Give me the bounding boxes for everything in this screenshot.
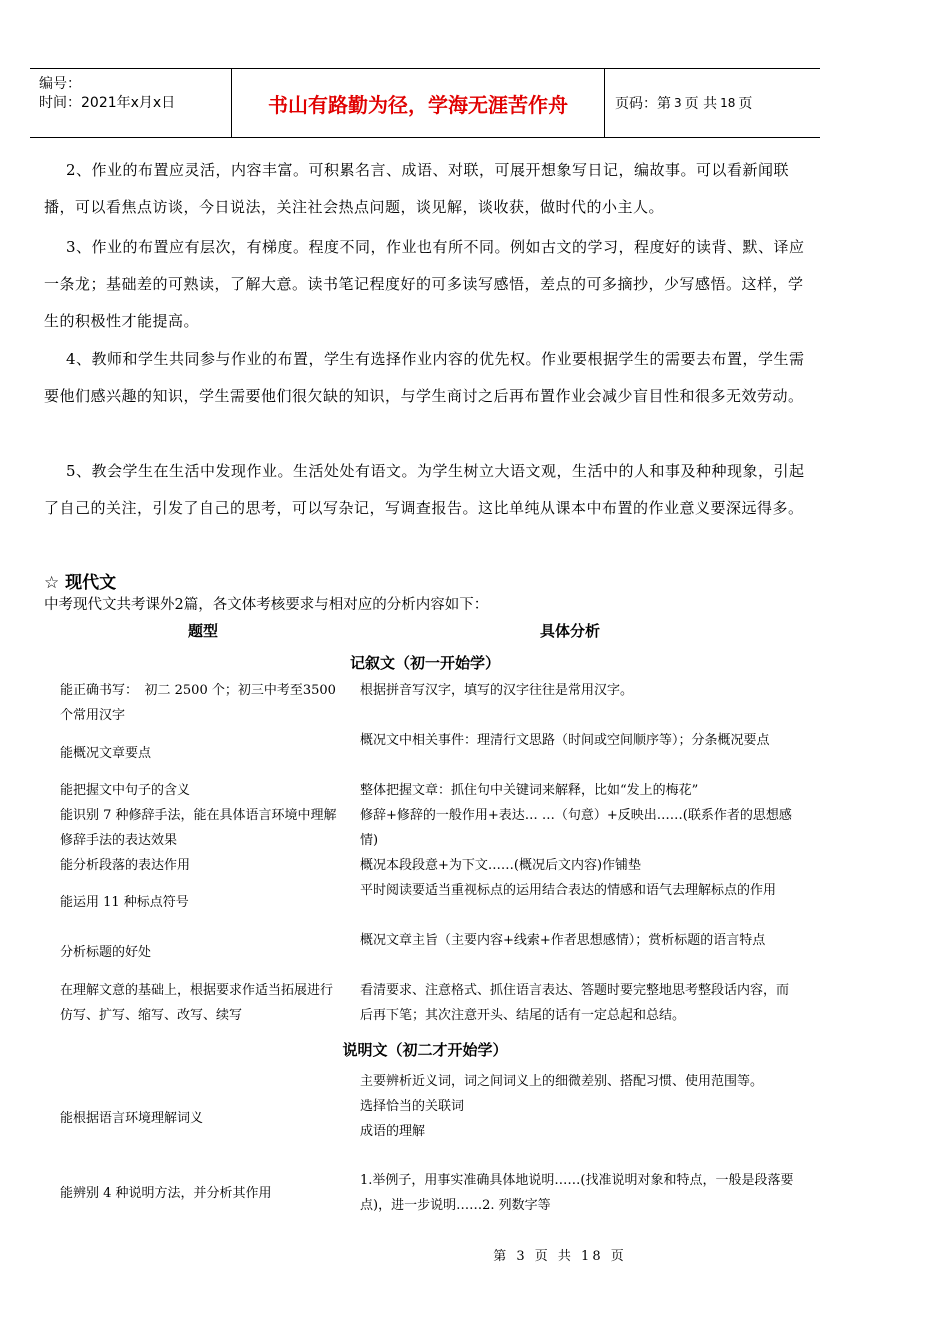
narrative-analysis-8: 看清要求、注意格式、抓住语言表达、答题时要完整地思考整段话内容，而后再下笔；其次注意开头、结尾的话有一定总起和总结。 xyxy=(360,983,790,1023)
narrative-type-1: 能正确书写： 初二 2500 个；初三中考至3500个常用汉字 xyxy=(60,683,336,723)
narrative-type-6: 能运用 11 种标点符号 xyxy=(60,895,189,910)
category-expository: 说明文（初二才开始学） xyxy=(342,1041,508,1059)
narrative-type-8: 在理解文意的基础上，根据要求作适当拓展进行仿写、扩写、缩写、改写、续写 xyxy=(60,983,334,1023)
paragraph-5: 5、教会学生在生活中发现作业。生活处处有语文。为学生树立大语文观，生活中的人和事及种种现象，引起了自己的关注，引发了自己的思考，可以写杂记，写调查报告。这比单纯从课本中布置的作业意义要深远得多。 xyxy=(44,462,805,517)
paragraph-4: 4、教师和学生共同参与作业的布置，学生有选择作业内容的优先权。作业要根据学生的需要去布置，学生需要他们感兴趣的知识，学生需要他们很欠缺的知识，与学生商讨之后再布置作业会减少盲目性和很多无效劳动。 xyxy=(44,350,805,405)
narrative-analysis-3: 整体把握文章：抓住句中关键词来解释，比如“发上的梅花” xyxy=(360,783,699,798)
expository-type-1: 能根据语言环境理解词义 xyxy=(60,1111,204,1126)
narrative-analysis-2: 概况文中相关事件：理清行文思路（时间或空间顺序等）；分条概况要点 xyxy=(360,733,770,748)
page-mid: 页 共 xyxy=(684,96,718,112)
column-header-type: 题型 xyxy=(188,622,219,640)
expository-type-2: 能辨别 4 种说明方法，并分析其作用 xyxy=(60,1186,272,1201)
narrative-analysis-4: 修辞+修辞的一般作用+表达… …（句意）+反映出……(联系作者的思想感情) xyxy=(360,808,792,848)
page-footer: 第 3 页 共 18 页 xyxy=(493,1249,627,1264)
expository-analysis-2: 1.举例子，用事实准确具体地说明……(找准说明对象和特点，一般是段落要点)，进一步说明……2. 列数字等 xyxy=(360,1173,794,1213)
page-prefix: 页码：第 xyxy=(615,96,671,112)
doc-time: 时间：2021年x月x日 xyxy=(39,95,176,111)
narrative-type-7: 分析标题的好处 xyxy=(60,945,152,960)
narrative-analysis-6: 平时阅读要适当重视标点的运用结合表达的情感和语气去理解标点的作用 xyxy=(360,883,777,898)
expository-analysis-1 xyxy=(360,1069,800,1144)
column-header-analysis: 具体分析 xyxy=(540,622,601,640)
narrative-type-4: 能识别 7 种修辞手法，能在具体语言环境中理解修辞手法的表达效果 xyxy=(60,808,337,848)
page-suffix: 页 xyxy=(738,96,753,112)
paragraph-3: 3、作业的布置应有层次，有梯度。程度不同，作业也有所不同。例如古文的学习，程度好的读背、默、译应一条龙；基础差的可熟读，了解大意。读书笔记程度好的可多读写感悟，差点的可多摘抄，少写感悟。这样，学生的积极性才能提高。 xyxy=(44,238,805,330)
narrative-type-3: 能把握文中句子的含义 xyxy=(60,783,191,798)
page-number: 3 xyxy=(674,96,682,110)
page-header xyxy=(30,68,820,138)
doc-number: 编号： xyxy=(39,76,81,92)
narrative-type-5: 能分析段落的表达作用 xyxy=(60,858,191,873)
header-meta xyxy=(30,69,232,137)
page-total: 18 xyxy=(720,96,736,110)
header-page-info xyxy=(605,69,820,137)
section-title: ☆ 现代文 xyxy=(44,573,117,593)
category-narrative: 记叙文（初一开始学） xyxy=(349,654,500,672)
narrative-type-2: 能概况文章要点 xyxy=(60,746,152,761)
expository-analysis-1-line-1: 主要辨析近义词，词之间词义上的细微差别、搭配习惯、使用范围等。 xyxy=(360,1074,764,1089)
expository-analysis-1-line-2: 选择恰当的关联词 xyxy=(360,1099,465,1114)
section-intro: 中考现代文共考课外2篇，各文体考核要求与相对应的分析内容如下： xyxy=(44,597,489,613)
header-motto: 书山有路勤为径，学海无涯苦作舟 xyxy=(232,69,605,137)
narrative-analysis-7: 概况文章主旨（主要内容+线索+作者思想感情）；赏析标题的语言特点 xyxy=(360,933,766,948)
expository-analysis-1-line-3: 成语的理解 xyxy=(360,1124,426,1139)
paragraph-2: 2、作业的布置应灵活，内容丰富。可积累名言、成语、对联，可展开想象写日记，编故事。可以看新闻联播，可以看焦点访谈，今日说法，关注社会热点问题，谈见解，谈收获，做时代的小主人。 xyxy=(44,161,790,216)
narrative-analysis-1: 根据拼音写汉字，填写的汉字往往是常用汉字。 xyxy=(360,683,634,698)
narrative-analysis-5: 概况本段段意+为下文……(概况后文内容)作铺垫 xyxy=(360,858,642,873)
